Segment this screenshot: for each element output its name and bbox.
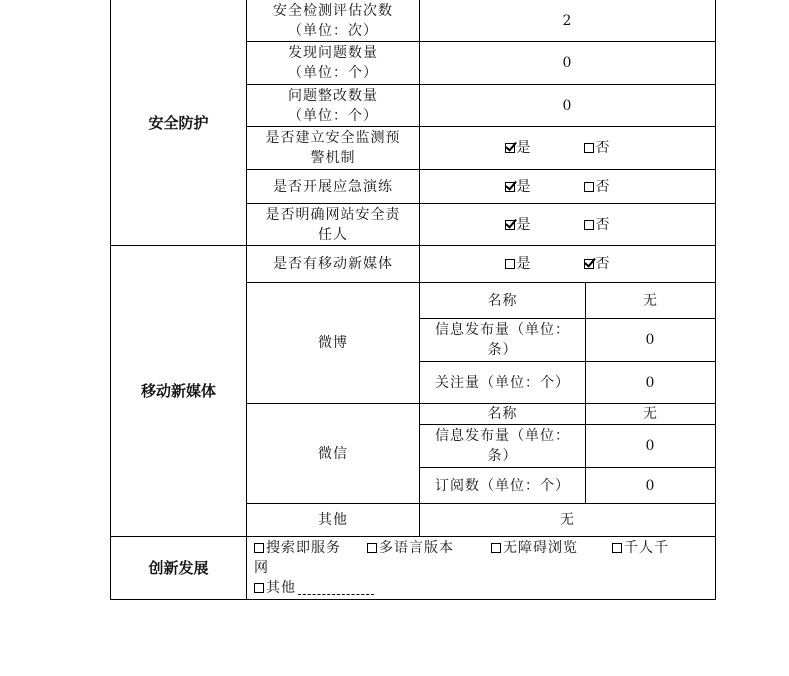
checkbox-icon[interactable] <box>584 182 594 192</box>
option-label: 搜索即服务 <box>266 540 341 556</box>
weibo-name-value: 无 <box>643 292 658 309</box>
checkbox-icon[interactable] <box>584 220 594 230</box>
row-label-line: 任人 <box>318 226 348 243</box>
checkbox-icon[interactable] <box>367 543 377 553</box>
other-label: 其他 <box>318 512 348 528</box>
option-other[interactable] <box>254 578 296 598</box>
row-value: 2 <box>562 12 573 29</box>
option-label: 是 <box>516 216 532 233</box>
no-option[interactable] <box>584 138 611 158</box>
checkbox-checked-icon[interactable] <box>505 220 515 230</box>
option-multilingual[interactable] <box>367 538 454 558</box>
table-border-bottom <box>110 599 716 600</box>
row-label-line: （单位：次） <box>288 22 378 39</box>
label-line: 信息发布量（单位： <box>435 322 570 338</box>
label-line: 条） <box>487 342 518 358</box>
weibo-followers-label: 关注量（单位：个） <box>435 374 570 391</box>
option-accessibility[interactable] <box>491 538 578 558</box>
weibo-label: 微博 <box>318 335 348 351</box>
row-label-line: （单位：个） <box>288 107 378 124</box>
other-input-blank[interactable] <box>298 582 374 595</box>
option-label: 否 <box>595 216 611 233</box>
weibo-posts-value: 0 <box>645 332 656 348</box>
section-label-mobile: 移动新媒体 <box>140 382 216 400</box>
option-label: 否 <box>595 178 611 195</box>
wechat-name-value: 无 <box>643 406 658 422</box>
table-border-right <box>715 0 716 600</box>
yes-option[interactable] <box>505 254 532 274</box>
option-label: 是 <box>516 178 532 195</box>
checkbox-icon[interactable] <box>584 143 594 153</box>
no-option[interactable] <box>584 254 611 274</box>
row-label-line: 是否建立安全监测预 <box>265 130 401 146</box>
innovation-options-row <box>254 538 714 558</box>
checkbox-icon[interactable] <box>254 583 264 593</box>
row-label-line: 安全检测评估次数 <box>273 2 393 19</box>
innovation-wrap-row <box>254 558 714 578</box>
no-option[interactable] <box>584 215 611 235</box>
section-label-security: 安全防护 <box>148 113 209 132</box>
yes-no-options <box>420 246 715 282</box>
checkbox-checked-icon[interactable] <box>505 182 515 192</box>
option-personalized[interactable] <box>612 538 669 558</box>
weibo-name-label: 名称 <box>487 292 518 309</box>
weibo-followers-value: 0 <box>645 374 656 391</box>
row-label-line: 是否明确网站安全责 <box>265 206 401 223</box>
wechat-posts-label <box>420 425 585 467</box>
option-label-continued: 网 <box>254 560 269 576</box>
innovation-options <box>254 538 714 598</box>
other-value: 无 <box>560 512 575 528</box>
row-label <box>247 85 419 126</box>
row-value: 0 <box>562 97 573 114</box>
row-label <box>247 127 419 169</box>
row-label-line: （单位：个） <box>288 65 378 81</box>
checkbox-icon[interactable] <box>612 543 622 553</box>
option-label: 否 <box>595 256 611 272</box>
row-label-line: 警机制 <box>310 150 356 166</box>
checkbox-icon[interactable] <box>254 543 264 553</box>
option-search-service[interactable] <box>254 538 341 558</box>
option-label: 多语言版本 <box>379 540 454 556</box>
yes-no-options <box>420 170 715 203</box>
checkbox-icon[interactable] <box>491 543 501 553</box>
row-label <box>247 0 419 41</box>
option-label: 否 <box>595 140 611 156</box>
row-value: 0 <box>562 55 573 71</box>
row-label-line: 问题整改数量 <box>288 87 378 104</box>
wechat-subs-value: 0 <box>645 477 656 494</box>
label-line: 信息发布量（单位： <box>435 428 570 444</box>
row-label: 是否开展应急演练 <box>273 178 393 195</box>
checkbox-icon[interactable] <box>505 259 515 269</box>
label-line: 条） <box>487 448 518 464</box>
option-label: 其他 <box>266 580 296 596</box>
yes-no-options <box>420 204 715 245</box>
no-option[interactable] <box>584 177 611 197</box>
row-label <box>247 204 419 245</box>
checkbox-checked-icon[interactable] <box>584 259 594 269</box>
wechat-subs-label: 订阅数（单位：个） <box>435 477 570 494</box>
yes-option[interactable] <box>505 177 532 197</box>
checkbox-checked-icon[interactable] <box>505 143 515 153</box>
option-label: 是 <box>516 256 532 272</box>
wechat-posts-value: 0 <box>645 438 656 454</box>
option-label: 千人千 <box>624 540 669 556</box>
row-label: 是否有移动新媒体 <box>273 256 393 272</box>
wechat-name-label: 名称 <box>487 406 518 422</box>
innovation-other-row <box>254 578 714 598</box>
yes-option[interactable] <box>505 138 532 158</box>
option-label: 是 <box>516 140 532 156</box>
weibo-posts-label <box>420 319 585 361</box>
row-label-line: 发现问题数量 <box>288 45 378 61</box>
yes-option[interactable] <box>505 215 532 235</box>
wechat-label: 微信 <box>318 445 348 462</box>
option-label: 无障碍浏览 <box>503 540 578 556</box>
row-label <box>247 42 419 84</box>
section-label-innovation: 创新发展 <box>148 559 209 577</box>
yes-no-options <box>420 127 715 169</box>
